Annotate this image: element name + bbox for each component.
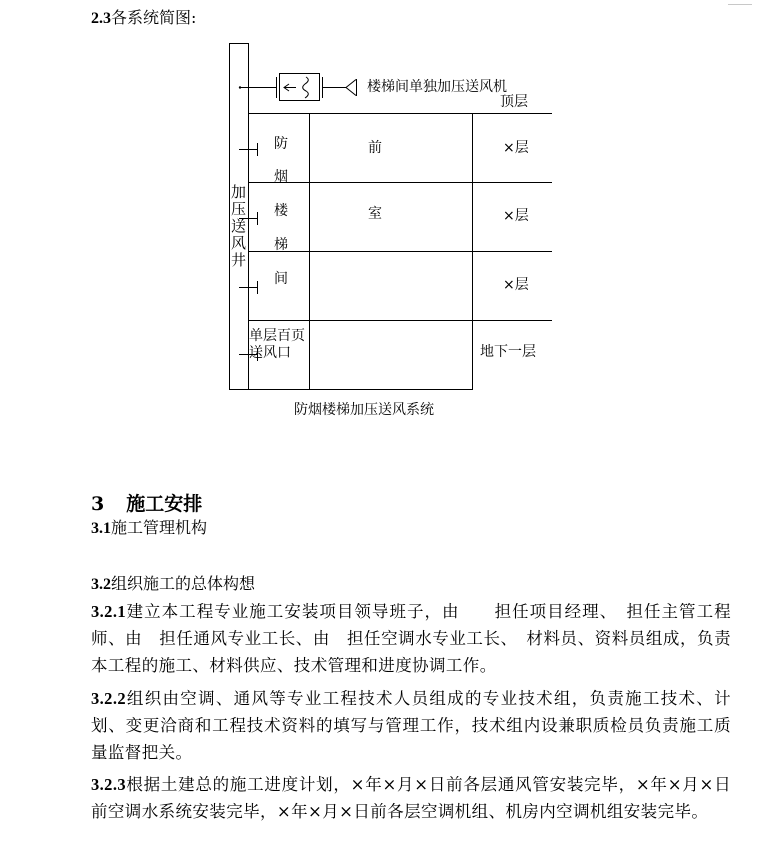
paragraph-text: 根据土建总的施工进度计划，×年×月×日前各层通风管安装完毕，×年×月×日前空调水系统安装完毕，×年×月×日前各层空调机组、机房内空调机组安装完毕。 bbox=[91, 775, 731, 821]
outlet-label-line1: 单层百页 bbox=[249, 328, 305, 344]
paragraph-number: 3.2.3 bbox=[91, 775, 126, 794]
paragraph-number: 3.2.2 bbox=[91, 689, 126, 708]
floor-label: ×层 bbox=[503, 140, 529, 156]
section-title: 施工管理机构 bbox=[111, 518, 208, 537]
pressurization-system-diagram bbox=[0, 0, 780, 430]
diagram-caption: 防烟楼梯加压送风系统 bbox=[294, 402, 434, 418]
shaft-label bbox=[231, 184, 247, 269]
paragraph-text: 建立本工程专业施工安装项目领导班子，由 担任项目经理、 担任主管工程师、由 担任通风专业工长、由 担任空调水专业工长、 材料员、资料员组成，负责本工程的施工、材料供应、技术管理和进度协调工作。 bbox=[91, 602, 731, 675]
front-room-char: 室 bbox=[368, 206, 382, 222]
fan-wave-symbol bbox=[303, 77, 309, 98]
stair-label-char: 防 bbox=[274, 136, 288, 152]
stair-label-char: 烟 bbox=[274, 169, 288, 185]
section-3-2-heading bbox=[91, 574, 255, 595]
stair-label-char: 楼 bbox=[274, 203, 288, 219]
top-floor-label: 顶层 bbox=[500, 94, 528, 110]
fan-label: 楼梯间单独加压送风机 bbox=[367, 79, 507, 95]
section-title: 各系统简图: bbox=[111, 8, 197, 27]
diagram-lines bbox=[0, 0, 780, 430]
shaft-char: 加 bbox=[231, 183, 247, 201]
floor-label: ×层 bbox=[503, 277, 529, 293]
fan-intake-hood bbox=[346, 80, 356, 96]
paragraph-3-2-3 bbox=[91, 771, 731, 825]
section-number: 3 bbox=[91, 493, 105, 515]
shaft-char: 风 bbox=[231, 234, 247, 252]
section-title: 组织施工的总体构想 bbox=[111, 574, 256, 593]
section-3-heading bbox=[91, 489, 202, 516]
front-room-char: 前 bbox=[368, 140, 382, 156]
shaft-char: 压 bbox=[231, 200, 247, 218]
section-number: 2.3 bbox=[91, 10, 111, 27]
paragraph-number: 3.2.1 bbox=[91, 602, 126, 621]
stair-label-char: 间 bbox=[274, 271, 288, 287]
paragraph-3-2-1 bbox=[91, 598, 731, 679]
section-number: 3.1 bbox=[91, 520, 111, 537]
section-number: 3.2 bbox=[91, 576, 111, 593]
stair-label-char: 梯 bbox=[274, 237, 288, 253]
paragraph-3-2-2 bbox=[91, 685, 731, 766]
shaft-char: 井 bbox=[231, 251, 247, 269]
section-title: 施工安排 bbox=[126, 493, 203, 515]
shaft-char: 送 bbox=[231, 217, 247, 235]
outlet-label-line2: 送风口 bbox=[249, 345, 291, 361]
basement-label: 地下一层 bbox=[480, 344, 536, 360]
paragraph-text: 组织由空调、通风等专业工程技术人员组成的专业技术组，负责施工技术、计划、变更洽商和工程技术资料的填写与管理工作，技术组内设兼职质检员负责施工质量监督把关。 bbox=[91, 689, 731, 762]
floor-label: ×层 bbox=[503, 208, 529, 224]
section-3-1-heading bbox=[91, 518, 207, 539]
